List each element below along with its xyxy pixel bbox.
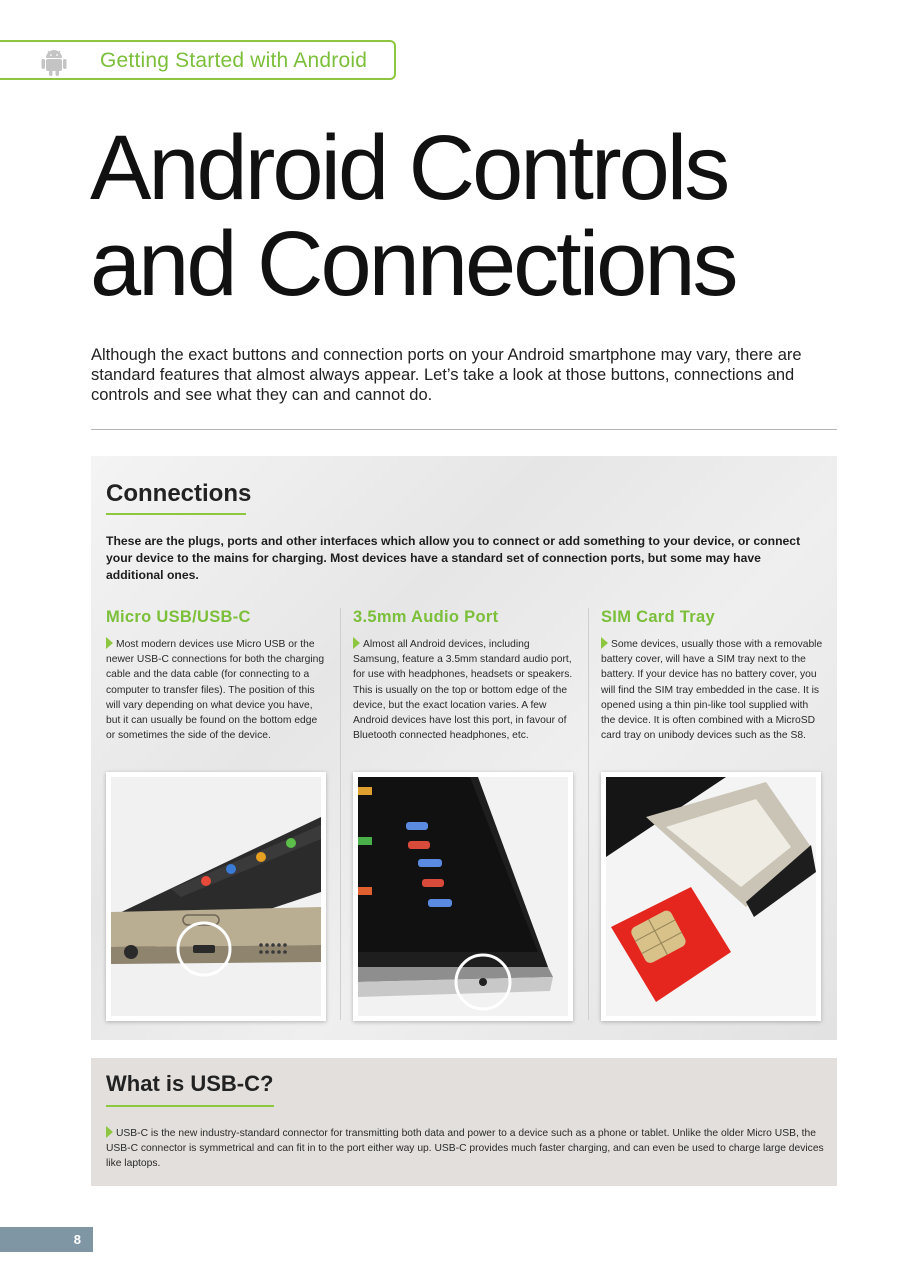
android-robot-icon [40,47,68,77]
column-sim-tray [601,608,823,743]
usbc-body-text: USB-C is the new industry-standard connector for transmitting both data and power to a device such as a phone or tablet. Unlike the older Micro USB, the USB-C connector is symmetrical and can fit in to the port either way up. USB-C provides much faster charging, and can even be used to charge large devices like laptops. [106,1128,824,1170]
micro-usb-photo [106,772,326,1021]
sim-tray-photo [601,772,821,1021]
bullet-arrow-icon [106,1126,113,1138]
connections-intro: These are the plugs, ports and other interfaces which allow you to connect or add something to your device, or connect your device to the mains for charging. Most devices have a standard set of connection ports, but some may have additional ones. [106,534,801,582]
column-audio-port [353,608,575,743]
column-micro-usb [106,608,328,743]
bullet-arrow-icon [106,637,113,649]
bullet-arrow-icon [353,637,360,649]
section-label: Getting Started with Android [100,49,368,72]
divider [91,429,837,430]
page-number-tab [0,1227,93,1252]
usbc-title-underline [106,1105,274,1107]
connections-title: Connections [106,480,252,507]
column-title: Micro USB/USB-C [106,608,251,626]
column-body [601,637,823,743]
usbc-body [106,1126,824,1172]
page-title-line2: and Connections [90,213,736,315]
connections-panel [91,456,837,1040]
page-title [90,117,736,315]
column-divider [588,608,589,1020]
column-title: SIM Card Tray [601,608,715,626]
usbc-title: What is USB-C? [106,1071,274,1096]
section-tab [0,40,396,80]
column-title: 3.5mm Audio Port [353,608,499,626]
page-number: 8 [73,1232,81,1247]
bullet-arrow-icon [601,637,608,649]
intro-paragraph: Although the exact buttons and connection ports on your Android smartphone may vary, there are standard features that almost always appear. Let’s take a look at those buttons, connections and controls and see what they can and cannot do. [91,346,802,404]
column-body-text: Almost all Android devices, including Samsung, feature a 3.5mm standard audio port, for use with headphones, headsets or speakers. This is usually on the top or bottom edge of the device, but the exact location varies. A few Android devices have lost this port, in favour of Bluetooth connected headphones, etc. [353,639,573,742]
audio-port-photo [353,772,573,1021]
page-title-line1: Android Controls [90,117,728,219]
connections-title-underline [106,513,246,515]
column-body-text: Most modern devices use Micro USB or the newer USB-C connections for both the charging cable and the data cable (for connecting to a computer to transfer files). The position of this will vary depending on what device you have, but it can usually be found on the bottom edge or sometimes the side of the device. [106,639,325,742]
column-body [106,637,328,743]
column-body [353,637,575,743]
column-divider [340,608,341,1020]
column-body-text: Some devices, usually those with a removable battery cover, will have a SIM tray next to the battery. If your device has no battery cover, you will find the SIM tray embedded in the case. It is opened using a thin pin-like tool supplied with the device. It is often combined with a MicroSD card tray on unibody devices such as the S8. [601,639,823,742]
usbc-box [91,1058,837,1186]
